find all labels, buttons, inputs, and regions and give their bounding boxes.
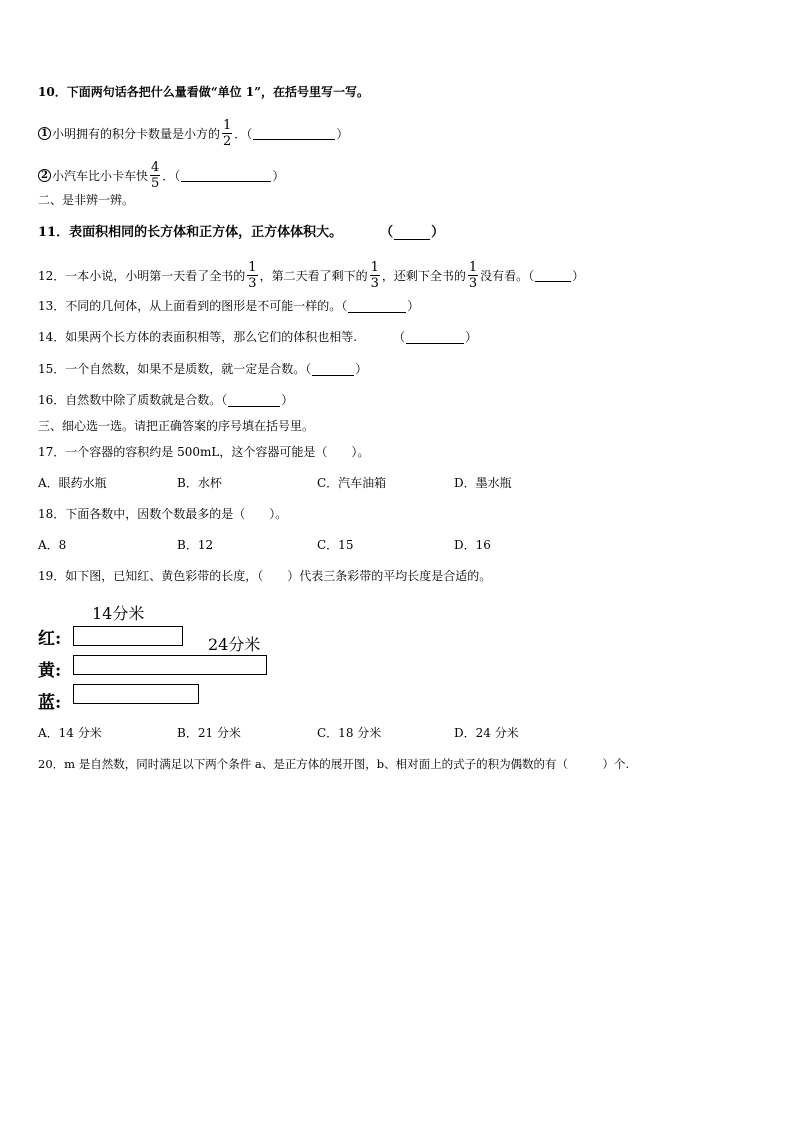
q10-s1-text: 小明拥有的积分卡数量是小方的 — [52, 126, 221, 141]
section-2-heading: 二、是非辨一辨。 — [38, 193, 135, 207]
fraction-1-3: $\frac{1}{3}$ — [370, 260, 379, 291]
blue-ribbon-bar — [73, 684, 199, 704]
yellow-label: 黄: — [38, 661, 62, 681]
yellow-ribbon-bar — [73, 655, 267, 675]
q10-title: 10．下面两句话各把什么量看做“单位 1”，在括号里写一写。 — [38, 85, 370, 99]
q17-option-b[interactable]: B．水杯 — [177, 476, 222, 490]
circled-number-2: 2 — [38, 169, 51, 182]
fraction-1-3: $\frac{1}{3}$ — [468, 260, 478, 291]
answer-blank[interactable] — [394, 227, 430, 240]
q18-option-d[interactable]: D．16 — [454, 538, 491, 552]
fraction-1-2: $\frac{1}{2}$ — [223, 118, 232, 149]
answer-blank[interactable] — [228, 394, 280, 407]
q15: 15．一个自然数，如果不是质数，就一定是合数。（ ） — [38, 362, 368, 376]
q19-option-d[interactable]: D．24 分米 — [454, 726, 519, 740]
fraction-4-5: $\frac{4}{5}$ — [151, 160, 160, 191]
q18-option-b[interactable]: B．12 — [177, 538, 214, 552]
answer-blank[interactable] — [253, 127, 335, 140]
answer-blank[interactable] — [312, 363, 354, 376]
red-length-label: 14分米 — [92, 604, 145, 623]
q13: 13．不同的几何体，从上面看到的图形是不可能一样的。（ ） — [38, 299, 420, 313]
q20-stem: 20．m 是自然数，同时满足以下两个条件 a、是正方体的展开图，b、相对面上的式子的积为偶数的有（ ）个. — [38, 757, 630, 771]
yellow-length-label: 24分米 — [208, 635, 261, 654]
answer-blank[interactable] — [181, 169, 271, 182]
q17-stem: 17．一个容器的容积约是 500mL，这个容器可能是（ ）。 — [38, 445, 370, 459]
q19-option-b[interactable]: B．21 分米 — [177, 726, 241, 740]
q18-option-c[interactable]: C．15 — [317, 538, 354, 552]
answer-blank[interactable] — [535, 269, 571, 282]
q19-stem: 19．如下图，已知红、黄色彩带的长度，（ ）代表三条彩带的平均长度是合适的。 — [38, 569, 492, 583]
q19-option-c[interactable]: C．18 分米 — [317, 726, 382, 740]
q10-sentence-1: 1 小明拥有的积分卡数量是小方的 $\frac{1}{2}$ ．（ ） — [38, 118, 348, 149]
q11: 11．表面积相同的长方体和正方体，正方体体积大。 （ ） — [38, 225, 445, 240]
circled-number-1: 1 — [38, 127, 51, 140]
q17-option-a[interactable]: A．眼药水瓶 — [38, 476, 107, 490]
q17-option-d[interactable]: D．墨水瓶 — [454, 476, 512, 490]
red-label: 红: — [38, 629, 62, 649]
answer-blank[interactable] — [406, 331, 464, 344]
q16: 16．自然数中除了质数就是合数。（ ） — [38, 393, 294, 407]
section-3-heading: 三、细心选一选。请把正确答案的序号填在括号里。 — [38, 419, 315, 433]
q18-option-a[interactable]: A．8 — [38, 538, 67, 552]
q10-sentence-2: 2 小汽车比小卡车快 $\frac{4}{5}$ ．（ ） — [38, 160, 284, 191]
fraction-1-3: $\frac{1}{3}$ — [248, 260, 257, 291]
q19-option-a[interactable]: A．14 分米 — [38, 726, 102, 740]
q17-option-c[interactable]: C．汽车油箱 — [317, 476, 387, 490]
q10-s2-text: 小汽车比小卡车快 — [52, 168, 149, 183]
red-ribbon-bar — [73, 626, 183, 646]
q14: 14．如果两个长方体的表面积相等，那么它们的体积也相等. （ ） — [38, 330, 478, 344]
q18-stem: 18．下面各数中，因数个数最多的是（ ）。 — [38, 507, 288, 521]
q12: 12．一本小说，小明第一天看了全书的 $\frac{1}{3}$ ，第二天看了剩下的 $\frac{1}{3}$ ，还剩下全书的 $\frac{1}{3}$ 没有看。（ ） — [38, 260, 585, 291]
blue-label: 蓝: — [38, 693, 62, 713]
answer-blank[interactable] — [348, 300, 406, 313]
